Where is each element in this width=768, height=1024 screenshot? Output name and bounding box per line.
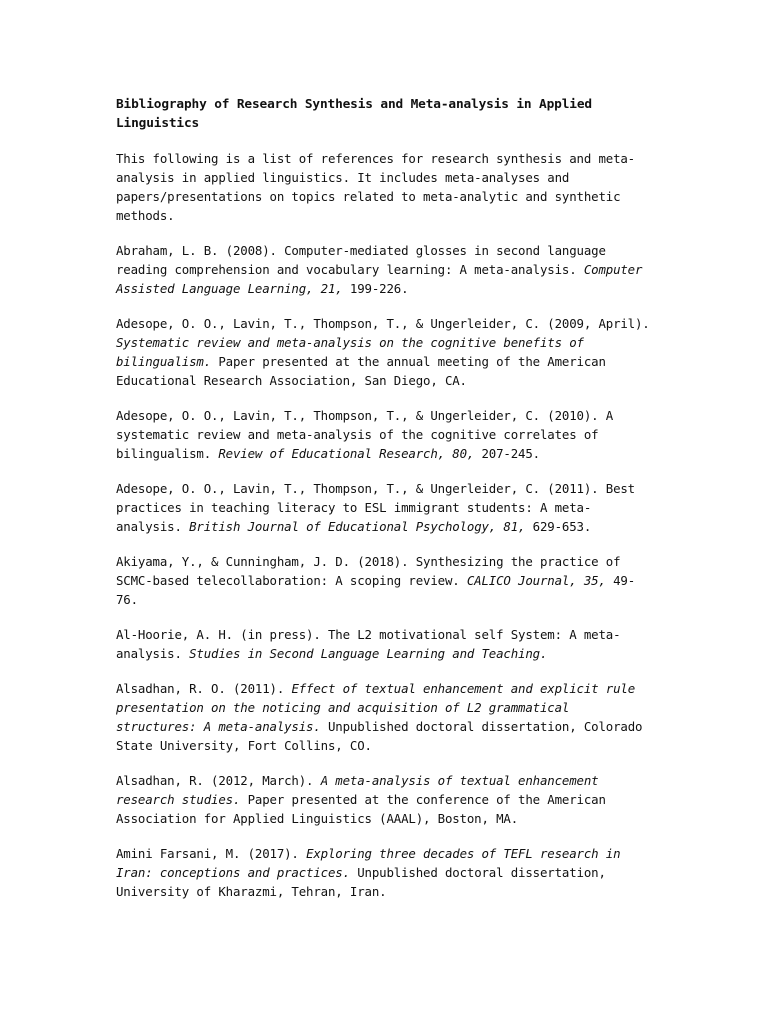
reference-text: Akiyama, Y., & Cunningham, J. D. (2018). Synthesizing the practice of SCMC-based telecollaboration: A scoping review. <box>116 554 621 588</box>
reference-text: Abraham, L. B. (2008). Computer-mediated glosses in second language reading comprehension and vocabulary learning: A meta-analysis. <box>116 243 606 277</box>
reference-entry <box>116 771 656 828</box>
reference-source: Systematic review and meta-analysis on the cognitive benefits of bilingualism. <box>116 335 584 369</box>
reference-text: Al-Hoorie, A. H. (in press). The L2 motivational self System: A meta-analysis. <box>116 627 621 661</box>
reference-source: CALICO Journal, 35, <box>466 573 606 588</box>
reference-entry <box>116 479 656 536</box>
reference-entry <box>116 241 656 298</box>
reference-text: Amini Farsani, M. (2017). <box>116 846 307 861</box>
reference-pages: Unpublished doctoral dissertation, University of Kharazmi, Tehran, Iran. <box>116 865 606 899</box>
reference-entry <box>116 314 656 390</box>
reference-entry <box>116 552 656 609</box>
reference-source: Review of Educational Research, 80, <box>218 446 475 461</box>
reference-text: Adesope, O. O., Lavin, T., Thompson, T., & Ungerleider, C. (2009, April). <box>116 316 650 331</box>
reference-source: Studies in Second Language Learning and Teaching. <box>189 646 548 661</box>
reference-pages: Paper presented at the conference of the American Association for Applied Linguistics (AAAL), Boston, MA. <box>116 792 606 826</box>
reference-source: Effect of textual enhancement and explicit rule presentation on the noticing and acquisition of L2 grammatical structures: A meta-analysis. <box>116 681 635 734</box>
reference-source: British Journal of Educational Psychology, 81, <box>189 519 526 534</box>
reference-pages: 199-226. <box>342 281 409 296</box>
reference-pages: 629-653. <box>525 519 592 534</box>
reference-text: Adesope, O. O., Lavin, T., Thompson, T., & Ungerleider, C. (2011). Best practices in teaching literacy to ESL immigrant students: A meta-analysis. <box>116 481 635 534</box>
reference-text: Alsadhan, R. (2012, March). <box>116 773 321 788</box>
intro-paragraph: This following is a list of references for research synthesis and meta-analysis in applied linguistics. It includes meta-analyses and papers/presentations on topics related to meta-analytic and synthetic methods. <box>116 151 635 223</box>
reference-entry <box>116 679 656 755</box>
reference-pages: 207-245. <box>474 446 540 461</box>
reference-source: Computer Assisted Language Learning, 21, <box>116 262 643 296</box>
reference-entry <box>116 625 656 663</box>
reference-source: A meta-analysis of textual enhancement research studies. <box>116 773 599 807</box>
reference-entry <box>116 844 656 901</box>
document-body <box>116 95 656 917</box>
reference-pages: 49-76. <box>116 573 636 607</box>
reference-text: Alsadhan, R. O. (2011). <box>116 681 292 696</box>
reference-source: Exploring three decades of TEFL research in Iran: conceptions and practices. <box>116 846 621 880</box>
document-title: Bibliography of Research Synthesis and Meta-analysis in Applied Linguistics <box>116 97 592 131</box>
reference-text: Adesope, O. O., Lavin, T., Thompson, T., & Ungerleider, C. (2010). A systematic review and meta-analysis of the cognitive correlates of bilingualism. <box>116 408 614 461</box>
reference-pages: Paper presented at the annual meeting of the American Educational Research Association, San Diego, CA. <box>116 354 606 388</box>
reference-pages: Unpublished doctoral dissertation, Colorado State University, Fort Collins, CO. <box>116 719 643 753</box>
reference-entry <box>116 406 656 463</box>
